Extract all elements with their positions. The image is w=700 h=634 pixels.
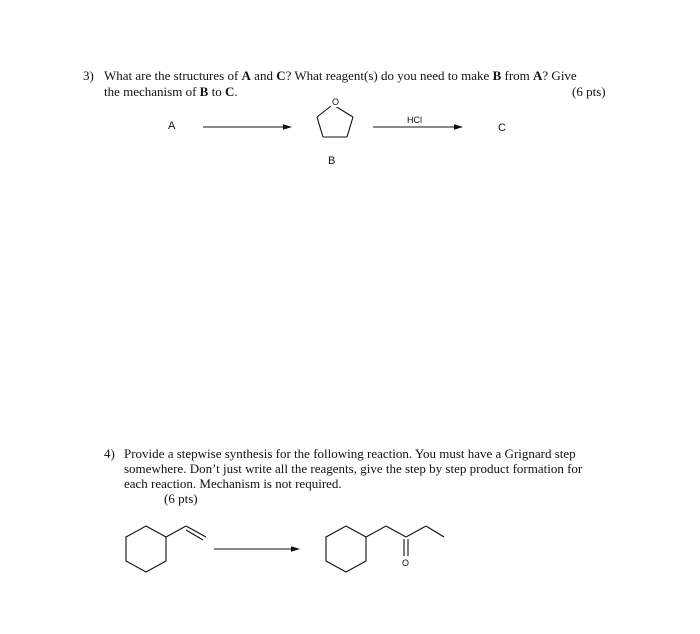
q3-points: (6 pts) <box>572 84 606 99</box>
q3-prompt-line2: the mechanism of B to C. <box>104 84 238 99</box>
thf-ring-structure <box>317 106 353 137</box>
q3-reagent-hcl: HCl <box>407 115 422 125</box>
q3-label-c: C <box>498 122 506 134</box>
q4-starting-material <box>126 526 206 572</box>
q4-points: (6 pts) <box>164 491 198 506</box>
q4-arrow <box>214 546 300 551</box>
q4-product <box>326 526 444 572</box>
q3-number: 3) <box>83 68 94 83</box>
q3-prompt-line1: What are the structures of A and C? What reagent(s) do you need to make B from A? Give <box>104 68 577 83</box>
q4-prompt-line1: Provide a stepwise synthesis for the following reaction. You must have a Grignard step <box>124 446 576 461</box>
arrow-b-to-c <box>373 124 463 129</box>
q3-label-a: A <box>168 120 176 132</box>
arrow-a-to-b <box>203 124 292 129</box>
q4-prompt-line2: somewhere. Don’t just write all the reagents, give the step by step product formation for <box>124 461 583 476</box>
thf-oxygen-label: O <box>332 97 340 107</box>
q4-prompt-line3: each reaction. Mechanism is not required. <box>124 476 342 491</box>
q4-carbonyl-oxygen-label: O <box>402 558 410 568</box>
q4-number: 4) <box>104 446 115 461</box>
q3-label-b: B <box>328 155 336 167</box>
